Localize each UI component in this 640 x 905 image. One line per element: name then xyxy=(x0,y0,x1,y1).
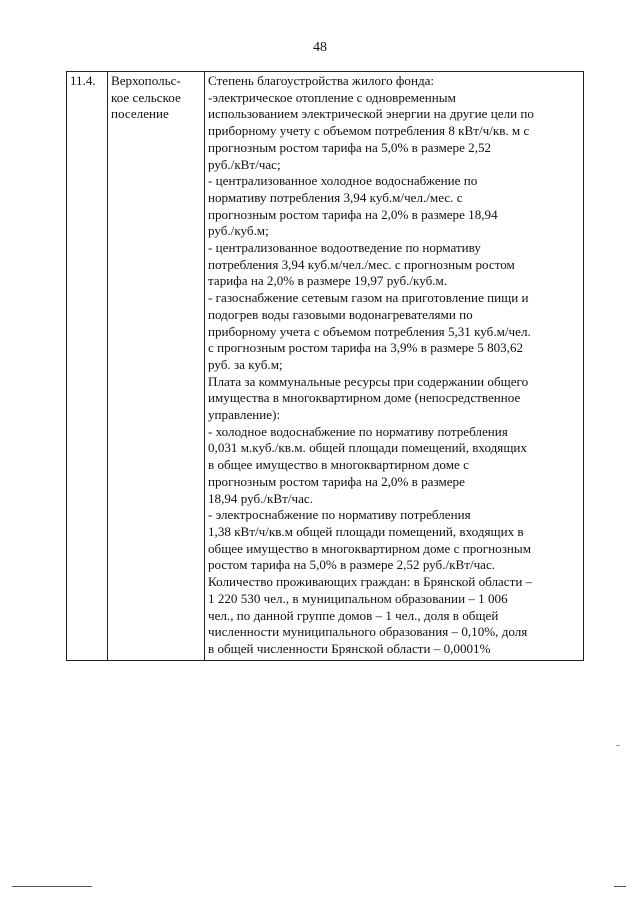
description-line: 18,94 руб./кВт/час. xyxy=(208,490,313,506)
description-line: с прогнозным ростом тарифа на 3,9% в размере 5 803,62 xyxy=(208,340,524,356)
description-line: ростом тарифа на 5,0% в размере 2,52 руб./кВт/час. xyxy=(208,557,496,573)
description-line: в общей численности Брянской области – 0,0001% xyxy=(208,640,491,656)
settlement-name-line: Верхопольс- xyxy=(111,73,181,88)
description-line: - централизованное водоотведение по нормативу xyxy=(208,240,481,256)
settlement-name-line: поселение xyxy=(111,106,169,122)
description-line: общее имущество в многоквартирном доме с прогнозным xyxy=(208,540,531,556)
description-line: 0,031 м.куб./кв.м. общей площади помещений, входящих xyxy=(208,440,527,456)
row-number-cell: 11.4. xyxy=(67,72,108,661)
description-line: численности муниципального образования – 0,10%, доля xyxy=(208,624,528,640)
description-line: управление): xyxy=(208,407,281,423)
description-line: - газоснабжение сетевым газом на приготовление пищи и xyxy=(208,290,529,306)
description-line: Количество проживающих граждан: в Брянской области – xyxy=(208,574,533,590)
description-line: потребления 3,94 куб.м/чел./мес. с прогнозным ростом xyxy=(208,256,515,272)
description-line: прогнозным ростом тарифа на 2,0% в размере xyxy=(208,473,465,489)
description-line: руб./кВт/час; xyxy=(208,156,281,172)
description-line: 1,38 кВт/ч/кв.м общей площади помещений, входящих в xyxy=(208,523,524,539)
page-number: 48 xyxy=(313,40,327,55)
description-line: приборному учета с объемом потребления 5,31 куб.м/чел. xyxy=(208,323,531,339)
description-line: подогрев воды газовыми водонагревателями по xyxy=(208,306,473,322)
corner-rule xyxy=(614,886,626,887)
description-line: руб./куб.м; xyxy=(208,223,269,239)
description-line: Степень благоустройства жилого фонда: xyxy=(208,73,435,88)
description-line: тарифа на 2,0% в размере 19,97 руб./куб.м. xyxy=(208,273,448,289)
description-line: чел., по данной группе домов – 1 чел., доля в общей xyxy=(208,607,499,623)
description-line: - электроснабжение по нормативу потребления xyxy=(208,507,471,523)
description-line: имущества в многоквартирном доме (непосредственное xyxy=(208,390,521,406)
description-line: -электрическое отопление с одновременным xyxy=(208,89,456,105)
description-line: Плата за коммунальные ресурсы при содержании общего xyxy=(208,373,529,389)
settlement-name-cell xyxy=(108,72,205,661)
description-line: прогнозным ростом тарифа на 2,0% в размере 18,94 xyxy=(208,206,498,222)
margin-mark xyxy=(616,745,620,746)
description-line: использованием электрической энергии на другие цели по xyxy=(208,106,534,122)
description-line: нормативу потребления 3,94 куб.м/чел./мес. с xyxy=(208,189,463,205)
settlement-name-line: кое сельское xyxy=(111,89,181,105)
footer-rule xyxy=(12,886,92,887)
description-cell xyxy=(205,72,584,661)
document-table xyxy=(66,71,584,661)
description-line: - холодное водоснабжение по нормативу потребления xyxy=(208,423,508,439)
description-line: руб. за куб.м; xyxy=(208,356,283,372)
description-line: приборному учету с объемом потребления 8 кВт/ч/кв. м с xyxy=(208,123,530,139)
description-line: прогнозным ростом тарифа на 5,0% в размере 2,52 xyxy=(208,139,492,155)
description-line: 1 220 530 чел., в муниципальном образовании – 1 006 xyxy=(208,590,508,606)
description-line: в общее имущество в многоквартирном доме с xyxy=(208,457,469,473)
description-line: - централизованное холодное водоснабжение по xyxy=(208,173,478,189)
table-row xyxy=(67,72,584,661)
